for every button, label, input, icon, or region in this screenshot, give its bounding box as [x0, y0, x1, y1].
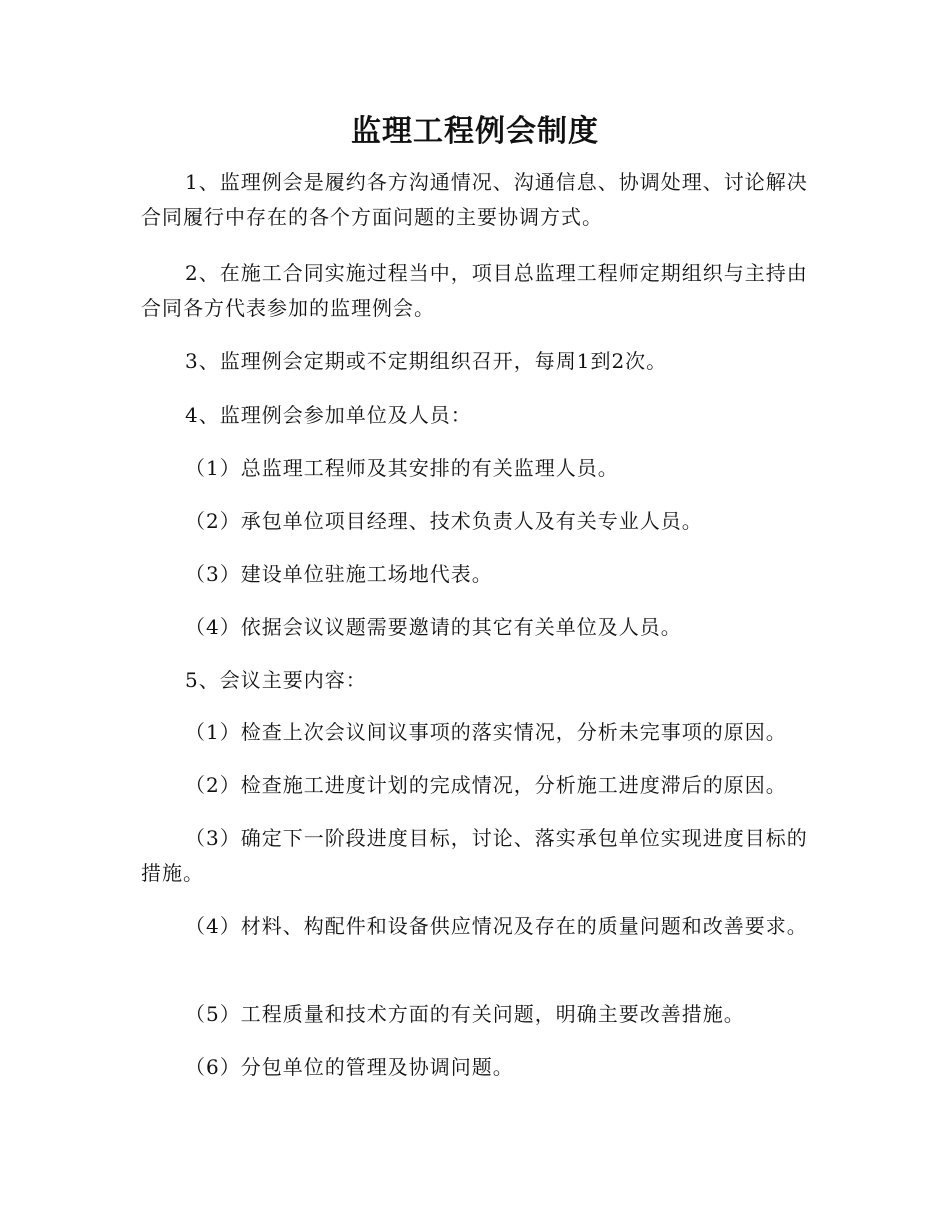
- list-item-5-6: （6）分包单位的管理及协调问题。: [185, 1055, 514, 1079]
- list-item-5-5: （5）工程质量和技术方面的有关问题，明确主要改善措施。: [185, 1002, 745, 1026]
- list-item-4-2: （2）承包单位项目经理、技术负责人及有关专业人员。: [185, 509, 703, 533]
- paragraph-1: 1、监理例会是履约各方沟通情况、沟通信息、协调处理、讨论解决合同履行中存在的各个方面问题的主要协调方式。: [141, 170, 808, 229]
- list-item-4-3: （3）建设单位驻施工场地代表。: [185, 562, 493, 586]
- paragraph-2: 2、在施工合同实施过程当中，项目总监理工程师定期组织与主持由合同各方代表参加的监理例会。: [141, 261, 808, 320]
- list-item-4-4: （4）依据会议议题需要邀请的其它有关单位及人员。: [185, 615, 682, 639]
- list-item-5-1: （1）检查上次会议间议事项的落实情况，分析未完事项的原因。: [185, 720, 787, 744]
- list-item-5-2: （2）检查施工进度计划的完成情况，分析施工进度滞后的原因。: [185, 773, 787, 797]
- paragraph-3: 3、监理例会定期或不定期组织召开，每周1到2次。: [185, 349, 668, 373]
- list-item-5-3: （3）确定下一阶段进度目标，讨论、落实承包单位实现进度目标的措施。: [141, 826, 808, 885]
- list-item-5-4: （4）材料、构配件和设备供应情况及存在的质量问题和改善要求。: [185, 914, 808, 938]
- paragraph-5: 5、会议主要内容：: [185, 668, 367, 692]
- list-item-4-1: （1）总监理工程师及其安排的有关监理人员。: [185, 456, 619, 480]
- paragraph-4: 4、监理例会参加单位及人员：: [185, 403, 472, 427]
- document-title: 监理工程例会制度: [351, 114, 599, 149]
